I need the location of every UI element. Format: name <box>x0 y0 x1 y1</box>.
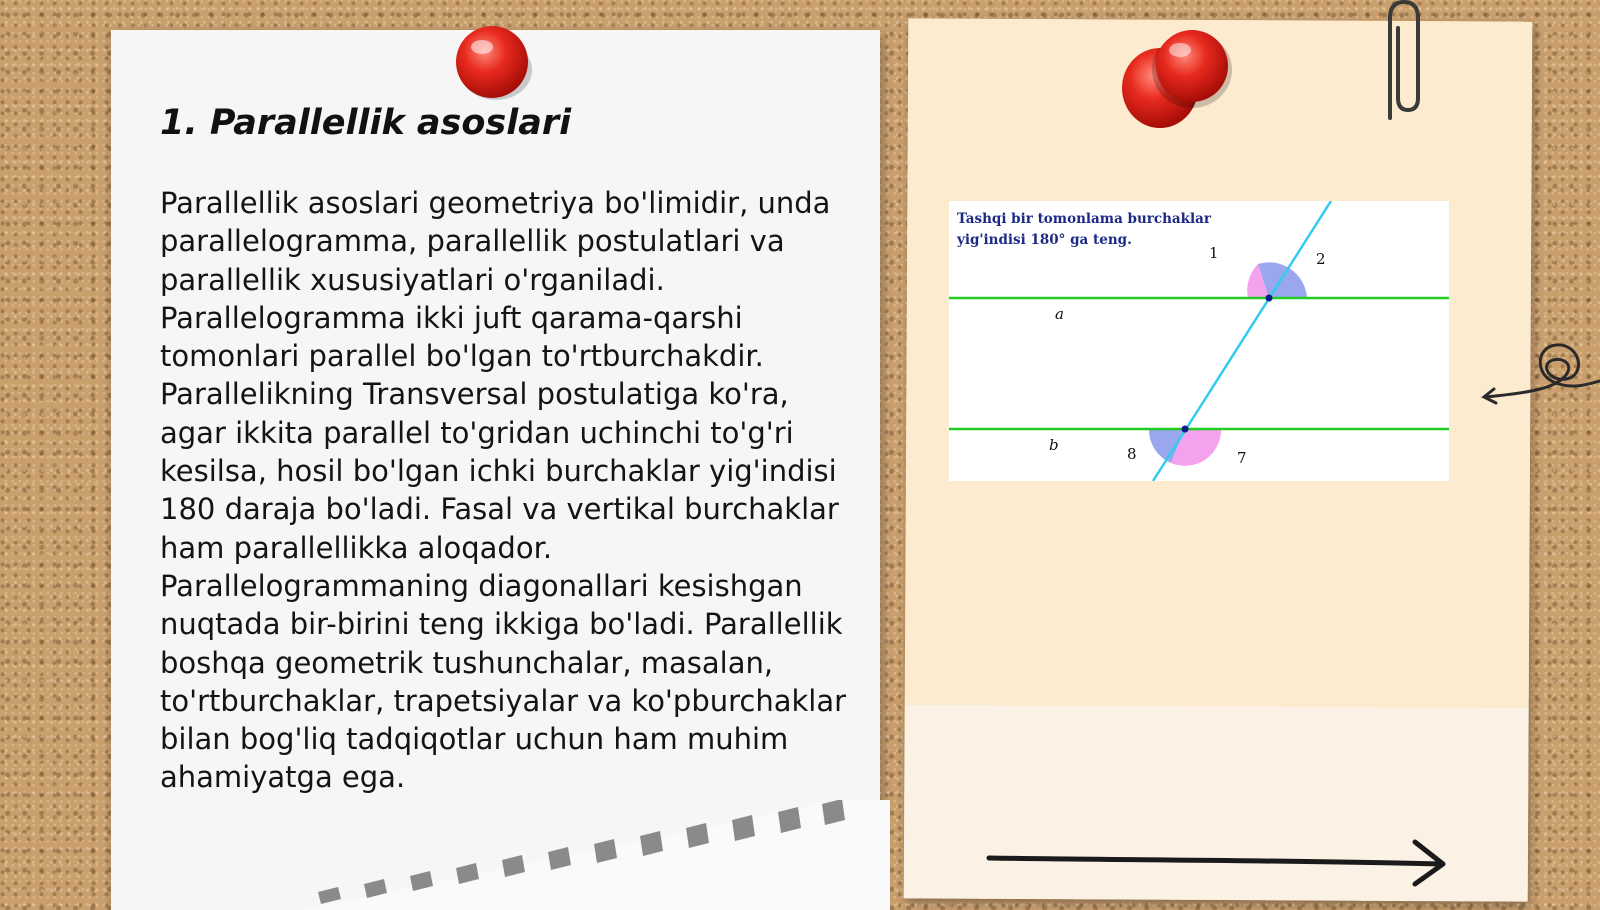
pushpin-right <box>1120 30 1238 138</box>
parallel-lines-diagram <box>949 201 1449 481</box>
caption-line-1: Tashqi bir tomonlama burchaklar <box>957 211 1212 227</box>
label-angle-2: 2 <box>1316 250 1326 268</box>
caption-line-2: yig'indisi 180° ga teng. <box>957 232 1132 248</box>
label-line-b: b <box>1049 436 1059 454</box>
label-angle-1: 1 <box>1209 244 1219 262</box>
pushpin-left <box>450 22 536 106</box>
slide-paragraph: Parallellik asoslari geometriya bo'limidir, unda parallelogramma, parallellik postulatlari va parallellik xususiyatlari o'rganiladi. Parallelogramma ikki juft qarama-qarshi tomonlari parallel bo'lgan to'rtburchakdir. Parallelikning Transversal postulatiga ko'ra, agar ikkita parallel to'gridan uchinchi to'g'ri kesilsa, hosil bo'lgan ichki burchaklar yig'indisi 180 daraja bo'ladi. Fasal va vertikal burchaklar ham parallellikka aloqador. Parallelogrammaning diagonallari kesishgan nuqtada bir-birini teng ikkiga bo'ladi. Parallellik boshqa geometrik tushunchalar, masalan, to'rtburchaklar, trapetsiyalar va ko'pburchaklar bilan bog'liq tadqiqotlar uchun ham muhim ahamiyatga ega. <box>160 186 847 795</box>
torn-notebook-edge <box>300 800 890 910</box>
scribble-loop-arrow-icon <box>1476 315 1600 410</box>
intersection-point-top <box>1266 295 1273 302</box>
intersection-point-bottom <box>1182 426 1189 433</box>
label-angle-8: 8 <box>1127 445 1137 463</box>
label-angle-7: 7 <box>1237 449 1247 467</box>
label-line-a: a <box>1055 305 1064 323</box>
slide-title: 1. Parallellik asoslari <box>160 103 572 143</box>
diagram-caption <box>957 209 1211 251</box>
right-arrow-icon <box>985 838 1455 888</box>
paperclip-icon <box>1370 0 1430 128</box>
